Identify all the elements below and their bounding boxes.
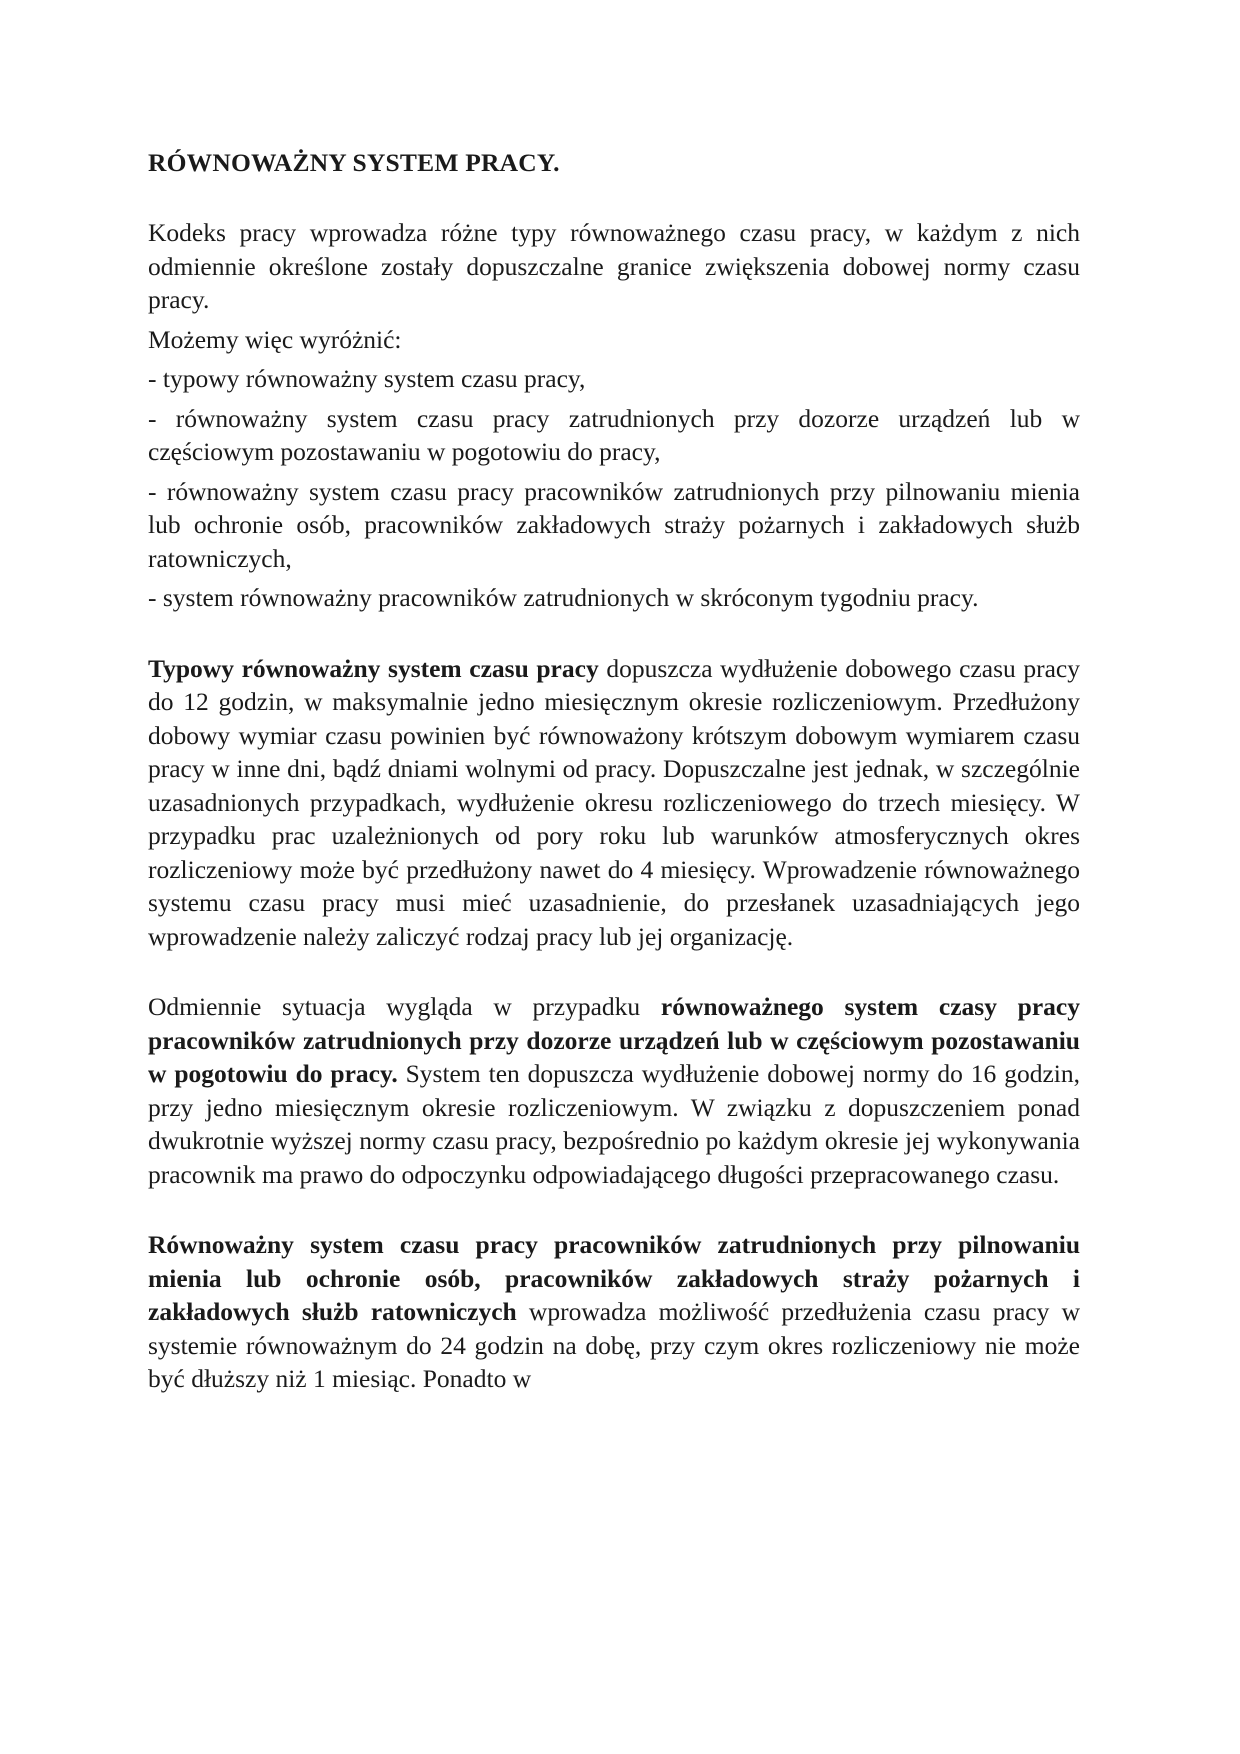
document-page bbox=[148, 146, 1080, 1396]
paragraph-bold-lead: Równoważny system czasu pracy pracowników zatrudnionych przy pilnowaniu mienia lub ochronie osób, pracowników zakładowych straży pożarnych i zakładowych służb ratowniczych bbox=[148, 1230, 1080, 1326]
paragraph-text: Odmiennie sytuacja wygląda w przypadku bbox=[148, 992, 661, 1021]
paragraph-bold-lead: równoważnego system czasy pracy pracowników zatrudnionych przy dozorze urządzeń lub w częściowym pozostawaniu w pogotowiu do pracy. bbox=[148, 992, 1080, 1088]
intro-paragraph: Kodeks pracy wprowadza różne typy równoważnego czasu pracy, w każdym z nich odmiennie określone zostały dopuszczalne granice zwiększenia dobowej normy czasu pracy. bbox=[148, 218, 1080, 314]
list-item: - system równoważny pracowników zatrudnionych w skróconym tygodniu pracy. bbox=[148, 583, 979, 612]
paragraph-text: dopuszcza wydłużenie dobowego czasu pracy do 12 godzin, w maksymalnie jedno miesięcznym okresie rozliczeniowym. Przedłużony dobowy wymiar czasu powinien być równoważony krótszym dobowym wymiarem czasu pracy w inne dni, bądź dniami wolnymi od pracy. Dopuszczalne jest jednak, w szczególnie uzasadnionych przypadkach, wydłużenie okresu rozliczeniowego do trzech miesięcy. W przypadku prac uzależnionych od pory roku lub warunków atmosferycznych okres rozliczeniowy może być przedłużony nawet do 4 miesięcy. Wprowadzenie równoważnego systemu czasu pracy musi mieć uzasadnienie, do przesłanek uzasadniających jego wprowadzenie należy zaliczyć rodzaj pracy lub jej organizację. bbox=[148, 653, 1080, 951]
paragraph-bold-lead: Typowy równoważny system czasu pracy bbox=[148, 653, 599, 683]
list-lead: Możemy więc wyróżnić: bbox=[148, 324, 402, 354]
paragraph-typical-system bbox=[148, 652, 1080, 954]
document-title: RÓWNOWAŻNY SYSTEM PRACY. bbox=[148, 148, 560, 177]
list-item: - typowy równoważny system czasu pracy, bbox=[148, 364, 586, 393]
list-item: - równoważny system czasu pracy zatrudnionych przy dozorze urządzeń lub w częściowym pozostawaniu w pogotowiu do pracy, bbox=[148, 403, 1080, 466]
list-item: - równoważny system czasu pracy pracowników zatrudnionych przy pilnowaniu mienia lub ochronie osób, pracowników zakładowych straży pożarnych i zakładowych służb ratowniczych, bbox=[148, 476, 1080, 573]
paragraph-security-system bbox=[148, 1228, 1080, 1396]
paragraph-supervision-system bbox=[148, 990, 1080, 1191]
paragraph-text: System ten dopuszcza wydłużenie dobowej normy do 16 godzin, przy jedno miesięcznym okresie rozliczeniowym. W związku z dopuszczeniem ponad dwukrotnie wyższej normy czasu pracy, bezpośrednio po każdym okresie jej wykonywania pracownik ma prawo do odpoczynku odpowiadającego długości przepracowanego czasu. bbox=[148, 1059, 1080, 1189]
paragraph-text: wprowadza możliwość przedłużenia czasu pracy w systemie równoważnym do 24 godzin na dobę, przy czym okres rozliczeniowy nie może być dłuższy niż 1 miesiąc. Ponadto w bbox=[148, 1297, 1080, 1393]
